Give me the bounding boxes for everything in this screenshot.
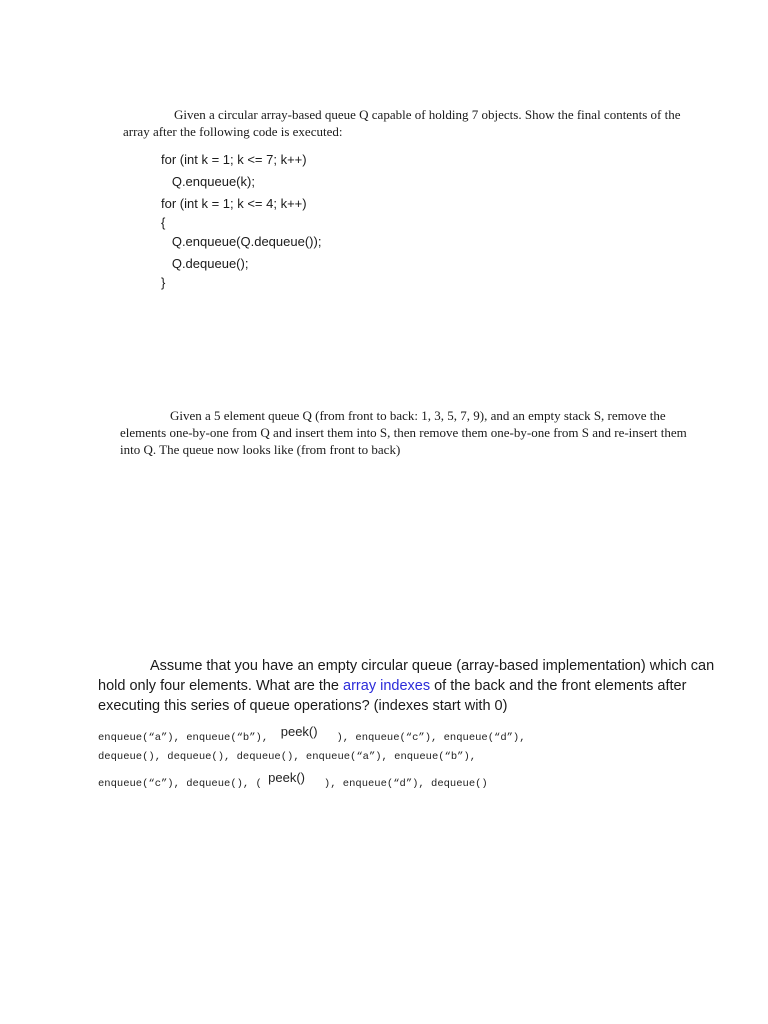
operations-line-1 [98,724,526,744]
peek-label: peek() [268,770,305,785]
code-line: Q.enqueue(Q.dequeue()); [161,234,322,249]
code-line: } [161,275,166,290]
array-indexes-link[interactable]: array indexes [343,678,431,694]
ops-text: ), enqueue(“d”), dequeue() [305,778,488,790]
code-line: Q.enqueue(k); [161,174,255,189]
ops-text: enqueue(“c”), dequeue(), ( [98,778,269,790]
code-line: { [161,215,166,230]
question-2-paragraph [120,407,700,458]
question-2-text: Given a 5 element queue Q (from front to back: 1, 3, 5, 7, 9), and an empty stack S, remove the elements one-by-one from Q and insert them into S, then remove them one-by-one from S and re-insert them into Q. The queue now looks like (from front to back) [120,408,687,457]
code-line: for (int k = 1; k <= 7; k++) [161,152,307,167]
question-1-paragraph [123,106,693,140]
operations-line-2: dequeue(), dequeue(), dequeue(), enqueue(“a”), enqueue(“b”), [98,751,477,763]
operations-line-3 [98,770,488,790]
ops-text: enqueue(“a”), enqueue(“b”), [98,732,281,744]
question-3-text-before: Assume that you have an empty circular queue (array-based implementation) which can hold only four elements. What are the [98,658,715,694]
peek-label: peek() [280,724,318,739]
question-3-paragraph [98,656,718,716]
code-line: Q.dequeue(); [161,256,249,271]
question-3-text [98,656,718,716]
question-1-code-block [161,152,321,291]
question-1-text: Given a circular array-based queue Q capable of holding 7 objects. Show the final contents of the array after the following code is executed: [123,107,681,139]
question-3-text-after: of the back and the front elements after executing this series of queue operations? (indexes start with 0) [98,678,687,714]
ops-text: ), enqueue(“c”), enqueue(“d”), [317,732,526,744]
code-line: for (int k = 1; k <= 4; k++) [161,196,307,211]
